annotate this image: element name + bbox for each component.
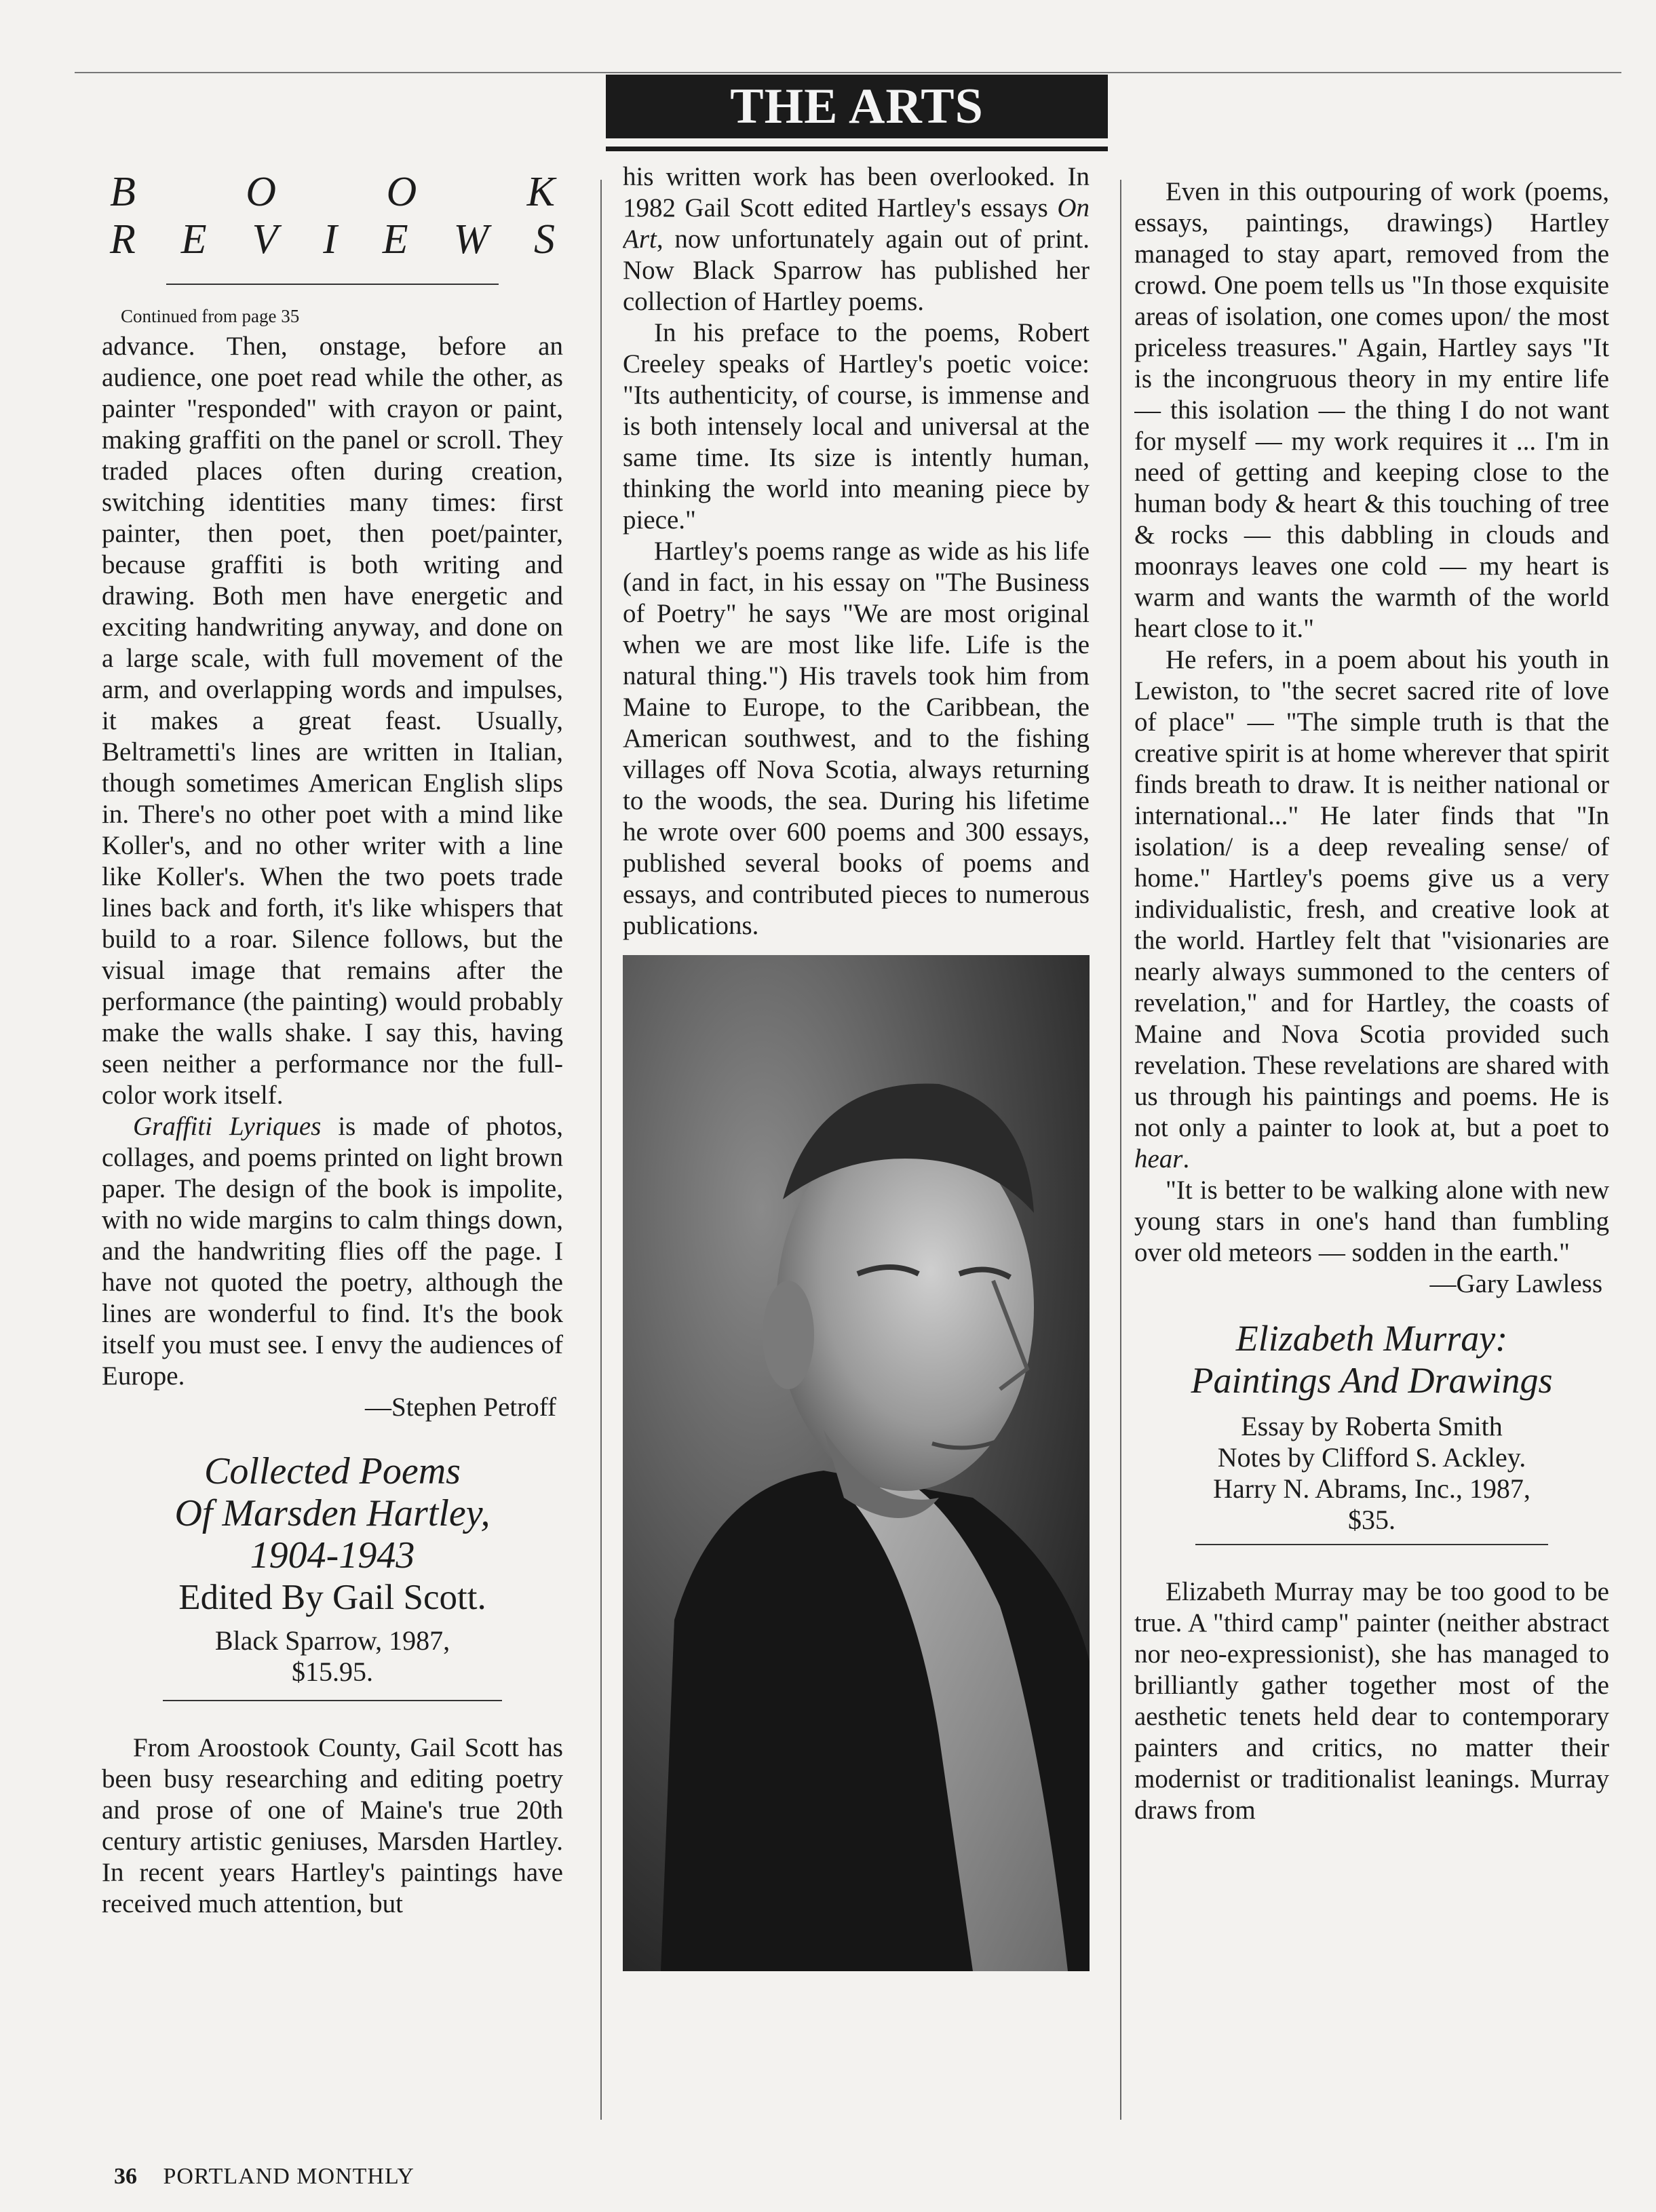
book-reviews-heading-line1 <box>102 168 563 216</box>
heading-letter: O <box>246 169 277 215</box>
review3-credit: Essay by Roberta Smith <box>1241 1411 1503 1441</box>
heading-letter: B <box>110 169 136 215</box>
book-title: Graffiti Lyriques <box>133 1112 322 1141</box>
paragraph-text: . <box>1182 1144 1190 1173</box>
page-number: 36 <box>114 2164 137 2189</box>
review2-editor: Edited By Gail Scott. <box>178 1578 486 1617</box>
byline: —Gary Lawless <box>1429 1269 1602 1298</box>
page-footer <box>114 2164 415 2190</box>
review1-paragraph: advance. Then, onstage, before an audience, one poet read while the other, as painter "responded" with crayon or paint, making graffiti on the panel or scroll. They traded places often during creation, switching identities many times: first painter, then poet, then poet/painter, because graffiti is both writing and drawing. Both men have energetic and exciting handwriting anyway, and done on a large scale, with full movement of the arm, and overlapping words and impulses, it makes a great feast. Usually, Beltrametti's lines are written in Italian, though sometimes American English slips in. There's no other poet with a mind like Koller's, and no other writer with a line like Koller's. When the two poets trade lines back and forth, it's like whispers that build to a roar. Silence follows, but the visual image that remains after the performance (the painting) would probably make the walls shake. I say this, having seen neither a performance nor the full-color work itself. <box>102 332 563 1110</box>
review2-publisher: Black Sparrow, 1987, <box>214 1625 450 1656</box>
heading-letter: I <box>323 216 337 263</box>
review2-title: 1904-1943 <box>250 1534 415 1576</box>
heading-letter: E <box>180 216 207 263</box>
continued-note: Continued from page 35 <box>121 306 300 326</box>
review3-credit: Harry N. Abrams, Inc., 1987, <box>1213 1473 1530 1504</box>
review2-paragraph: In his preface to the poems, Robert Creeley speaks of Hartley's poetic voice: "Its authenticity, of course, is immense and is both intensely local and universal at the same time. Its size is intently human, thinking the world into meaning piece by piece." <box>623 318 1090 535</box>
portrait-photo <box>623 955 1090 1971</box>
heading-letter: E <box>382 216 408 263</box>
section-banner: THE ARTS <box>606 75 1108 138</box>
column-3 <box>1134 163 1609 2116</box>
review2-price: $15.95. <box>292 1656 373 1687</box>
review3-price: $35. <box>1348 1505 1395 1535</box>
book-reviews-heading-line2 <box>102 216 563 263</box>
column-divider-1 <box>600 180 602 2120</box>
paragraph-text: his written work has been overlooked. In 1982 Gail Scott edited Hartley's essays <box>623 163 1090 222</box>
top-rule <box>75 72 1621 73</box>
review3-title: Paintings And Drawings <box>1191 1360 1553 1401</box>
column-2 <box>623 163 1090 2116</box>
magazine-name: PORTLAND MONTHLY <box>163 2164 415 2189</box>
byline: —Stephen Petroff <box>365 1393 556 1422</box>
heading-letter: V <box>252 216 278 263</box>
heading-letter: O <box>386 169 417 215</box>
review2-paragraph <box>623 163 1090 317</box>
review2-paragraph: "It is better to be walking alone with new young stars in one's hand than fumbling over old meteors — sodden in the earth." <box>1134 1176 1609 1267</box>
review2-paragraph: Even in this outpouring of work (poems, essays, paintings, drawings) Hartley managed to stay apart, removed from the crowd. One poem tells us "In those exquisite areas of isolation, one comes upon/ the most priceless treasures." Again, Hartley says "It is the incongruous theory in my entire life — this isolation — the thing I do not want for myself — my work requires it ... I'm in need of getting and keeping close to the human body & heart & this touching of tree & rocks — this dabbling in clouds and moonrays leaves one cold — my heart is warm and wants the warmth of the world heart close to it." <box>1134 177 1609 643</box>
review2-title: Collected Poems <box>204 1450 461 1492</box>
heading-letter: S <box>533 216 555 263</box>
heading-letter: W <box>453 216 489 263</box>
banner-underline <box>606 147 1108 151</box>
review2-paragraph: Hartley's poems range as wide as his life (and in fact, in his essay on "The Business of Poetry" he says "We are most original when we are most like life. Life is the natural thing.") His travels took him from Maine to Europe, to the Caribbean, the American southwest, and to the fishing villages off Nova Scotia, always returning to the woods, the sea. During his lifetime he wrote over 600 poems and 300 essays, published several books of poems and essays, and contributed pieces to numerous publications. <box>623 537 1090 940</box>
review2-rule <box>163 1700 502 1701</box>
book-title: On Art <box>623 193 1090 254</box>
paragraph-text: , now unfortunately again out of print. Now Black Sparrow has published her collection of Hartley poems. <box>623 225 1090 316</box>
paragraph-text: He refers, in a poem about his youth in Lewiston, to "the secret sacred rite of love of place" — "The simple truth is that the creative spirit is at home wherever that spirit finds breath to draw. It is neither national or international..." He later finds that "In isolation/ is a deep revealing sense/ of home." Hartley's poems give us a very individualistic, fresh, and creative look at the world. Hartley felt that "visionaries are nearly always summoned to the centers of revelation," and for Hartley, the coasts of Maine and Nova Scotia provided such revelation. These revelations are shared with us through his paintings and poems. He is not only a painter to look at, but a poet to <box>1134 645 1609 1142</box>
review2-title: Of Marsden Hartley, <box>174 1492 490 1534</box>
review3-credit: Notes by Clifford S. Ackley. <box>1217 1442 1526 1473</box>
heading-rule <box>166 284 499 285</box>
review1-paragraph <box>102 1111 563 1392</box>
portrait-image <box>623 955 1090 1971</box>
paragraph-text: is made of photos, collages, and poems printed on light brown paper. The design of the book is impolite, with no wide margins to calm things down, and the handwriting flies off the page. I have not quoted the poetry, although the lines are wonderful to find. It's the book itself you must see. I envy the audiences of Europe. <box>102 1112 563 1391</box>
review2-paragraph <box>1134 644 1609 1175</box>
review3-paragraph: Elizabeth Murray may be too good to be true. A "third camp" painter (neither abstract nor neo-expressionist), she has managed to brilliantly gather together most of the aesthetic tenets held dear to contemporary painters and critics, no matter their modernist or traditionalist leanings. Murray draws from <box>1134 1577 1609 1825</box>
heading-letter: R <box>110 216 136 263</box>
review3-rule <box>1195 1544 1548 1545</box>
review2-paragraph: From Aroostook County, Gail Scott has been busy researching and editing poetry and prose of one of Maine's true 20th century artistic geniuses, Marsden Hartley. In recent years Hartley's paintings have received much attention, but <box>102 1733 563 1918</box>
column-1 <box>102 163 563 2116</box>
review3-title: Elizabeth Murray: <box>1235 1318 1508 1359</box>
heading-letter: K <box>526 169 555 215</box>
column-divider-2 <box>1120 180 1121 2120</box>
emphasis: hear <box>1134 1144 1183 1173</box>
